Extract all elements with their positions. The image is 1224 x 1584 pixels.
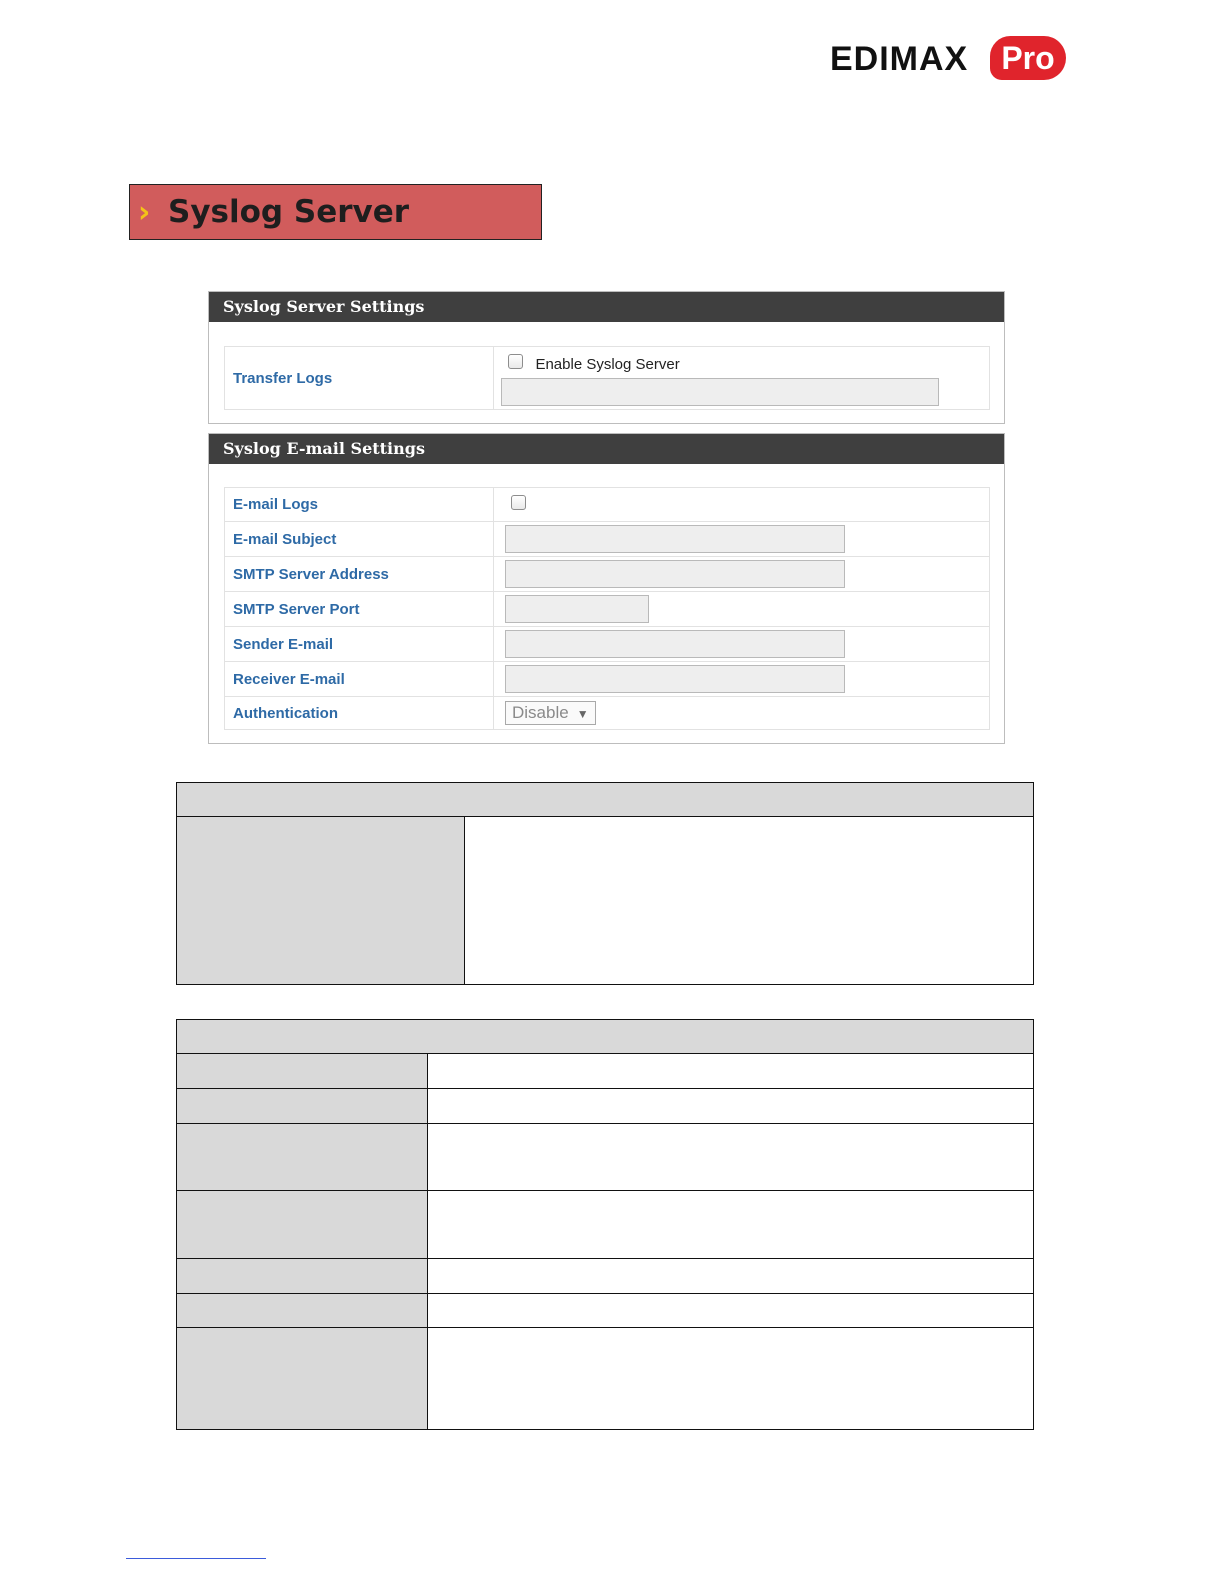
email-logs-value xyxy=(494,488,990,522)
table-description-cell xyxy=(428,1294,1034,1328)
description-table-1 xyxy=(176,782,1034,985)
email-logs-label: E-mail Logs xyxy=(225,488,494,522)
authentication-row xyxy=(225,697,990,730)
email-subject-label: E-mail Subject xyxy=(225,522,494,557)
sender-email-input[interactable] xyxy=(505,630,845,658)
table-header-row xyxy=(177,1020,1034,1054)
panel-header: Syslog E-mail Settings xyxy=(209,434,1004,464)
receiver-email-label: Receiver E-mail xyxy=(225,662,494,697)
email-logs-checkbox[interactable] xyxy=(511,495,526,510)
dropdown-caret-icon: ▼ xyxy=(576,707,589,721)
table-header-row xyxy=(177,783,1034,817)
email-subject-row xyxy=(225,522,990,557)
table-description-cell xyxy=(428,1328,1034,1430)
email-subject-input[interactable] xyxy=(505,525,845,553)
table-description-cell xyxy=(428,1259,1034,1294)
email-logs-row xyxy=(225,488,990,522)
smtp-server-port-label: SMTP Server Port xyxy=(225,592,494,627)
receiver-email-value xyxy=(494,662,990,697)
smtp-server-port-input[interactable] xyxy=(505,595,649,623)
table-row xyxy=(177,1328,1034,1430)
smtp-server-address-row xyxy=(225,557,990,592)
smtp-server-address-label: SMTP Server Address xyxy=(225,557,494,592)
authentication-value xyxy=(494,697,990,730)
receiver-email-row xyxy=(225,662,990,697)
smtp-server-port-row xyxy=(225,592,990,627)
authentication-select[interactable] xyxy=(505,701,596,725)
table-label-cell xyxy=(177,1191,428,1259)
description-table-2 xyxy=(176,1019,1034,1430)
transfer-logs-label: Transfer Logs xyxy=(225,347,494,410)
table-description-cell xyxy=(428,1054,1034,1089)
smtp-server-port-value xyxy=(494,592,990,627)
enable-syslog-server-label: Enable Syslog Server xyxy=(535,355,680,373)
enable-syslog-server-checkbox[interactable] xyxy=(508,354,523,369)
sender-email-label: Sender E-mail xyxy=(225,627,494,662)
syslog-server-settings-panel xyxy=(208,291,1005,424)
table-description-cell xyxy=(428,1089,1034,1124)
receiver-email-input[interactable] xyxy=(505,665,845,693)
section-banner xyxy=(129,184,542,240)
syslog-server-input[interactable] xyxy=(501,378,939,406)
logo-wordmark: EDIMAX xyxy=(830,40,969,78)
table-row xyxy=(177,1294,1034,1328)
transfer-logs-value xyxy=(494,347,990,410)
table-label-cell xyxy=(177,1054,428,1089)
table-row xyxy=(177,1124,1034,1191)
footer-link-underline xyxy=(126,1558,266,1559)
table-label-cell xyxy=(177,1328,428,1430)
sender-email-value xyxy=(494,627,990,662)
authentication-select-value: Disable xyxy=(512,703,569,722)
table-description-cell xyxy=(465,817,1034,985)
edimax-pro-logo xyxy=(830,36,1070,84)
table-row xyxy=(177,1054,1034,1089)
table-description-cell xyxy=(428,1124,1034,1191)
table-label-cell xyxy=(177,1294,428,1328)
smtp-server-address-input[interactable] xyxy=(505,560,845,588)
syslog-email-settings-table xyxy=(224,487,990,730)
sender-email-row xyxy=(225,627,990,662)
table-row xyxy=(177,817,1034,985)
table-label-cell xyxy=(177,1259,428,1294)
table-row xyxy=(177,1191,1034,1259)
table-row xyxy=(177,1259,1034,1294)
syslog-email-settings-panel xyxy=(208,433,1005,744)
email-subject-value xyxy=(494,522,990,557)
transfer-logs-row xyxy=(225,347,990,410)
smtp-server-address-value xyxy=(494,557,990,592)
table-row xyxy=(177,1089,1034,1124)
syslog-server-settings-table xyxy=(224,346,990,410)
section-title: Syslog Server xyxy=(168,194,410,230)
table-header-cell xyxy=(177,1020,1034,1054)
panel-header: Syslog Server Settings xyxy=(209,292,1004,322)
table-header-cell xyxy=(177,783,1034,817)
chevron-right-icon: › xyxy=(138,195,151,230)
authentication-label: Authentication xyxy=(225,697,494,730)
table-description-cell xyxy=(428,1191,1034,1259)
logo-pro-badge: Pro xyxy=(990,36,1066,80)
table-label-cell xyxy=(177,1124,428,1191)
table-label-cell xyxy=(177,1089,428,1124)
table-label-cell xyxy=(177,817,465,985)
